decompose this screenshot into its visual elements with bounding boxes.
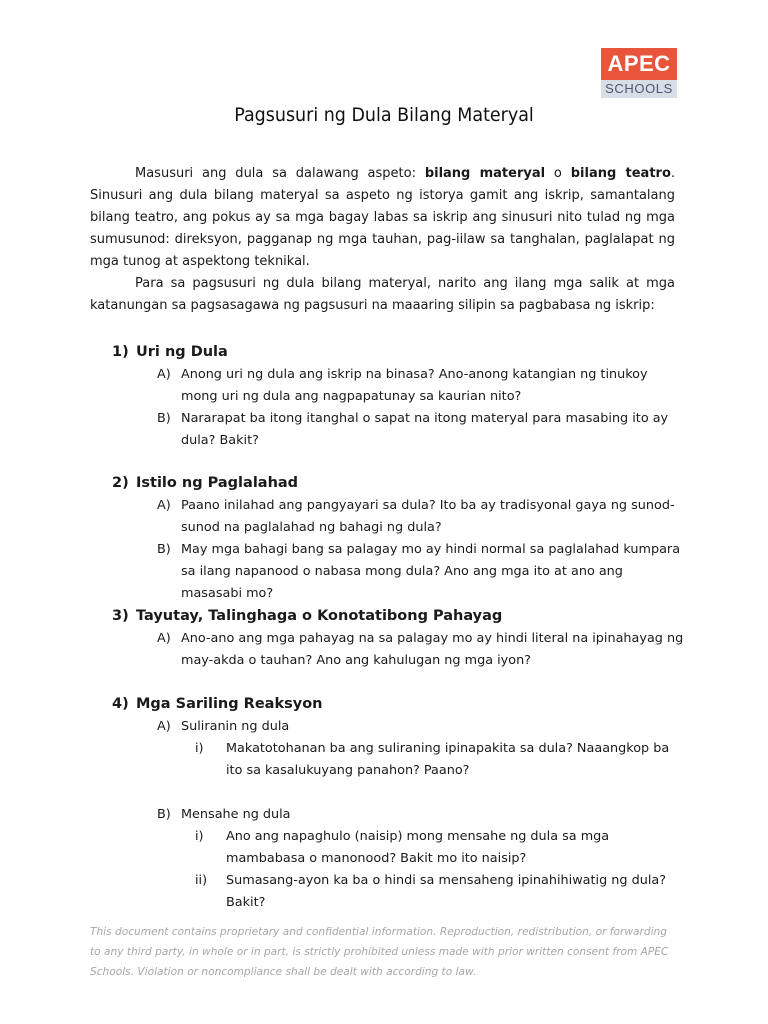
item-label: B): [157, 411, 171, 426]
section-title: Uri ng Dula: [136, 344, 228, 360]
second-paragraph-text: Para sa pagsusuri ng dula bilang materyal, narito ang ilang mga salik at mga katanungan sa pagsasagawa ng pagsusuri na maaaring silipin sa pagbabasa ng iskrip:: [90, 276, 675, 313]
item-label: A): [157, 719, 171, 734]
list-item: [157, 495, 687, 539]
sub-item-text: Sumasang-ayon ka ba o hindi sa mensaheng ipinahihiwatig ng dula? Bakit?: [226, 873, 667, 910]
list-item: [157, 364, 687, 408]
logo-apec-text: APEC: [601, 48, 677, 80]
sub-item-label: i): [195, 829, 204, 844]
item-text: Paano inilahad ang pangyayari sa dula? Ito ba ay tradisyonal gaya ng sunod-sunod na paglalahad ng bahagi ng dula?: [181, 498, 675, 535]
intro-paragraph: [90, 163, 675, 273]
item-label: A): [157, 367, 171, 382]
item-text: Ano-ano ang mga pahayag na sa palagay mo ay hindi literal na ipinahayag ng may-akda o tauhan? Ano ang kahulugan ng mga iyon?: [181, 631, 684, 668]
intro-text-2: o: [545, 166, 571, 181]
section-number: 3): [112, 608, 129, 624]
section-title: Tayutay, Talinghaga o Konotatibong Pahayag: [136, 608, 503, 624]
sub-list-item: [195, 738, 685, 782]
apec-schools-logo: [601, 48, 677, 98]
section-heading-4: [112, 693, 322, 715]
section-title: Istilo ng Paglalahad: [136, 475, 299, 491]
section-heading-1: [112, 341, 228, 363]
item-text: Mensahe ng dula: [181, 807, 291, 822]
item-text: Suliranin ng dula: [181, 719, 290, 734]
sub-item-text: Makatotohanan ba ang suliraning ipinapakita sa dula? Naaangkop ba ito sa kasalukuyang panahon? Paano?: [226, 741, 670, 778]
sub-item-label: i): [195, 741, 204, 756]
item-label: A): [157, 498, 171, 513]
sub-list-item: [195, 826, 685, 870]
list-item: [157, 804, 687, 826]
section-heading-3: [112, 605, 502, 627]
sub-list-item: [195, 870, 685, 914]
section-title: Mga Sariling Reaksyon: [136, 696, 323, 712]
item-label: B): [157, 807, 171, 822]
list-item: [157, 408, 687, 452]
intro-text-3: . Sinusuri ang dula bilang materyal sa aspeto ng istorya gamit ang iskrip, samantalang bilang teatro, ang pokus ay sa mga bagay labas sa iskrip ang sinusuri nito tulad ng mga sumusunod: direksyon, pagganap ng mga tauhan, pag-iilaw sa tanghalan, paglalapat ng mga tunog at aspektong teknikal.: [90, 166, 676, 269]
item-label: A): [157, 631, 171, 646]
list-item: [157, 628, 687, 672]
item-label: B): [157, 542, 171, 557]
item-text: Nararapat ba itong itanghal o sapat na itong materyal para masabing ito ay dula? Bakit?: [181, 411, 669, 448]
sub-item-text: Ano ang napaghulo (naisip) mong mensahe ng dula sa mga mambabasa o manonood? Bakit mo ito naisip?: [226, 829, 610, 866]
item-text: Anong uri ng dula ang iskrip na binasa? Ano-anong katangian ng tinukoy mong uri ng dula ang nagpapatunay sa kaurian nito?: [181, 367, 648, 404]
section-number: 4): [112, 696, 129, 712]
section-heading-2: [112, 472, 298, 494]
item-text: May mga bahagi bang sa palagay mo ay hindi normal sa paglalahad kumpara sa ilang napanood o nabasa mong dula? Ano ang mga ito at ano ang masasabi mo?: [181, 542, 681, 601]
intro-bold-materyal: bilang materyal: [424, 166, 546, 181]
sub-item-label: ii): [195, 873, 208, 888]
second-paragraph: [90, 273, 675, 317]
section-number: 1): [112, 344, 129, 360]
page-title: Pagsusuri ng Dula Bilang Materyal: [234, 104, 534, 126]
section-number: 2): [112, 475, 129, 491]
intro-text-1: Masusuri ang dula sa dalawang aspeto:: [135, 166, 425, 181]
logo-schools-text: SCHOOLS: [601, 80, 677, 98]
confidentiality-notice: This document contains proprietary and confidential information. Reproduction, redistribution, or forwarding to any third party, in whole or in part, is strictly prohibited unless made with prior written consent from APEC Schools. Violation or noncompliance shall be dealt with according to law.: [90, 926, 669, 978]
list-item: [157, 716, 687, 738]
intro-bold-teatro: bilang teatro: [570, 166, 671, 181]
list-item: [157, 539, 687, 605]
